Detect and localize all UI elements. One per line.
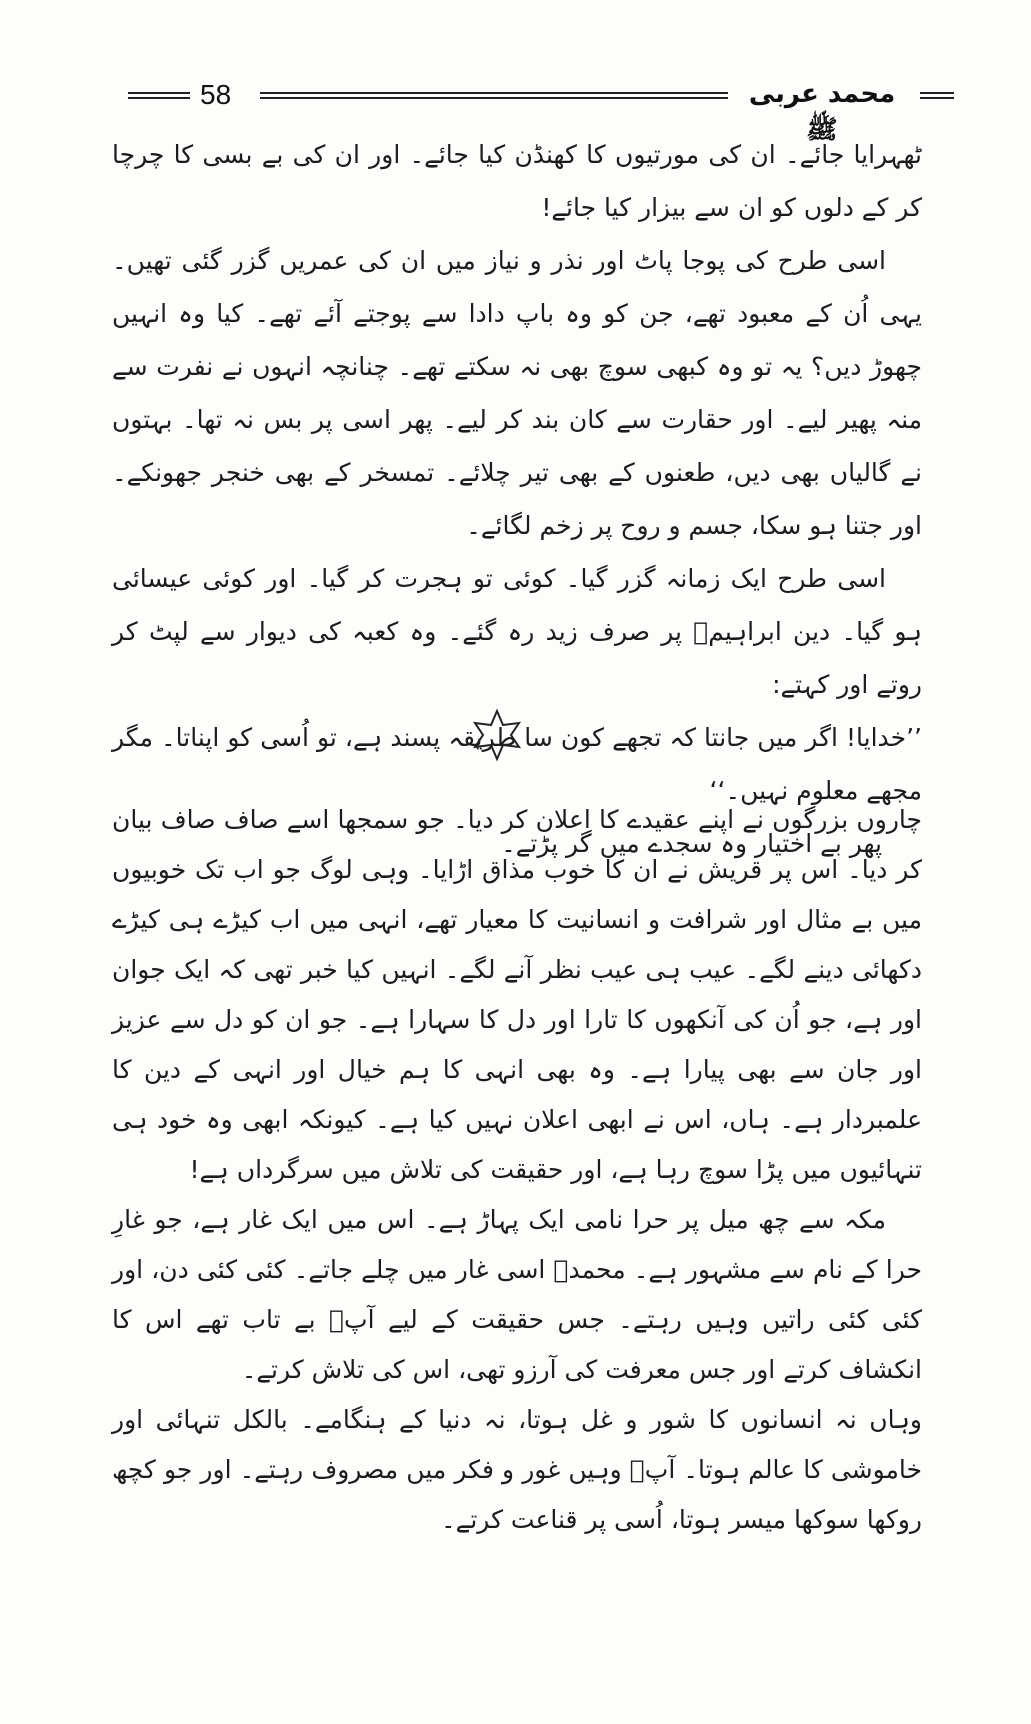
paragraph: ٹھہرایا جائے۔ ان کی مورتیوں کا کھنڈن کیا جائے۔ اور ان کی بے بسی کا چرچا کر کے دلوں کو ان سے بیزار کیا جائے!	[112, 140, 922, 222]
running-title: محمد عربی ﷺ	[748, 79, 896, 145]
header-rule-right	[920, 92, 954, 99]
paragraph: وہاں نہ انسانوں کا شور و غل ہوتا، نہ دنیا کے ہنگامے۔ بالکل تنہائی اور خاموشی کا عالم ہوتا۔ آپؐ وہیں غور و فکر میں مصروف رہتے۔ اور جو کچھ روکھا سوکھا میسر ہوتا، اُسی پر قناعت کرتے۔	[112, 1405, 922, 1534]
quotation: ’’خدایا! اگر میں جانتا کہ تجھے کون سا طریقہ پسند ہے، تو اُسی کو اپناتا۔ مگر مجھے معلوم نہیں۔‘‘	[112, 723, 922, 805]
star-of-david-outline-icon	[470, 708, 524, 762]
page-number: 58	[200, 79, 232, 110]
header-rule-middle	[260, 92, 728, 99]
paragraph: اسی طرح کی پوجا پاٹ اور نذر و نیاز میں ان کی عمریں گزر گئی تھیں۔ یہی اُن کے معبود تھے، جن کو وہ باپ دادا سے پوجتے آئے تھے۔ کیا وہ انہیں چھوڑ دیں؟ یہ تو وہ کبھی سوچ بھی نہ سکتے تھے۔ چنانچہ انہوں نے نفرت سے منہ پھیر لیے۔ اور حقارت سے کان بند کر لیے۔ پھر اسی پر بس نہ تھا۔ بہتوں نے گالیاں بھی دیں، طعنوں کے بھی تیر چلائے۔ تمسخر کے بھی خنجر جھونکے۔ اور جتنا ہو سکا، جسم و روح پر زخم لگائے۔	[112, 246, 922, 540]
paragraph: مکہ سے چھ میل پر حرا نامی ایک پہاڑ ہے۔ اس میں ایک غار ہے، جو غارِ حرا کے نام سے مشہور ہے۔ محمدؐ اسی غار میں چلے جاتے۔ کئی کئی دن، اور کئی کئی راتیں وہیں رہتے۔ جس حقیقت کے لیے آپؐ بے تاب تھے اس کا انکشاف کرتے اور جس معرفت کی آرزو تھی، اس کی تلاش کرتے۔	[112, 1205, 922, 1384]
paragraph: چاروں بزرگوں نے اپنے عقیدے کا اعلان کر دیا۔ جو سمجھا اسے صاف صاف بیان کر دیا۔ اس پر قریش نے ان کا خوب مذاق اڑایا۔ وہی لوگ جو اب تک خوبیوں میں بے مثال اور شرافت و انسانیت کا معیار تھے، انہی میں اب کیڑے ہی کیڑے دکھائی دینے لگے۔ عیب ہی عیب نظر آنے لگے۔ انہیں کیا خبر تھی کہ ایک جوان اور ہے، جو اُن کی آنکھوں کا تارا اور دل کا سہارا ہے۔ جو ان کو دل سے عزیز اور جان سے بھی پیارا ہے۔ وہ بھی انہی کا ہم خیال اور انہی کے دین کا علمبردار ہے۔ ہاں، اس نے ابھی اعلان نہیں کیا ہے۔ کیونکہ ابھی وہ خود ہی تنہائیوں میں پڑا سوچ رہا ہے، اور حقیقت کی تلاش میں سرگرداں ہے!	[112, 805, 922, 1184]
text-section-2	[112, 795, 922, 1545]
page-header	[120, 78, 940, 145]
header-rule-left	[128, 92, 190, 99]
paragraph: اسی طرح ایک زمانہ گزر گیا۔ کوئی تو ہجرت کر گیا۔ اور کوئی عیسائی ہو گیا۔ دین ابراہیمؑ پر صرف زید رہ گئے۔ وہ کعبہ کی دیوار سے لپٹ کر روتے اور کہتے:	[112, 564, 922, 699]
paragraph: پھر بے اختیار وہ سجدے میں گر پڑتے۔	[501, 829, 882, 858]
